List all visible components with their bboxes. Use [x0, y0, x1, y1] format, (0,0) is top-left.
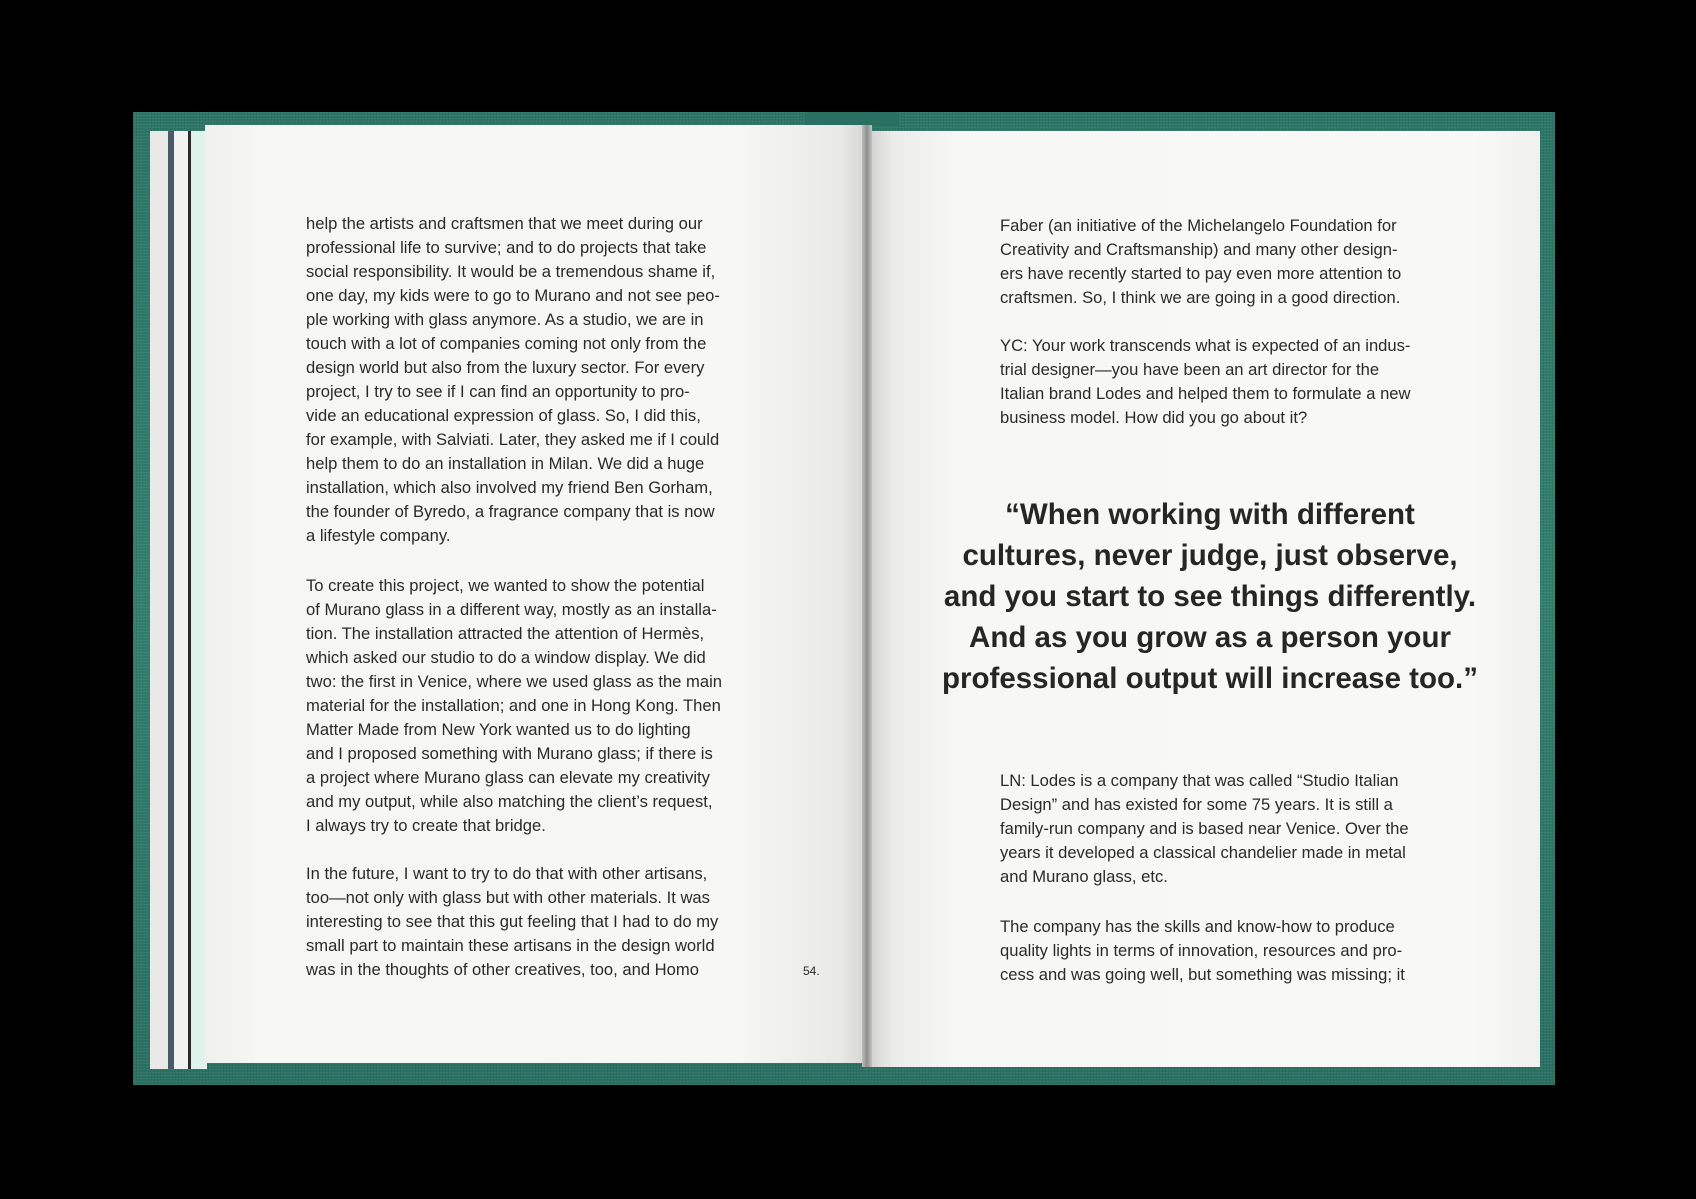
text-line: a project where Murano glass can elevate my creativity — [306, 768, 710, 787]
text-line: ple working with glass anymore. As a studio, we are in — [306, 310, 704, 329]
right-paragraph-3 — [1000, 769, 1458, 889]
text-line: cess and was going well, but something was missing; it — [1000, 965, 1405, 984]
text-line: I always try to create that bridge. — [306, 816, 546, 835]
text-line: professional life to survive; and to do projects that take — [306, 238, 707, 257]
text-line: business model. How did you go about it? — [1000, 408, 1308, 427]
text-line: touch with a lot of companies coming not only from the — [306, 334, 707, 353]
text-line: To create this project, we wanted to show the potential — [306, 576, 705, 595]
text-line: social responsibility. It would be a tremendous shame if, — [306, 262, 716, 281]
quote-line: and you start to see things differently. — [943, 580, 1477, 613]
quote-line: cultures, never judge, just observe, — [962, 539, 1458, 572]
text-line: Faber (an initiative of the Michelangelo Foundation for — [1000, 216, 1397, 235]
text-line: and I proposed something with Murano glass; if there is — [306, 744, 713, 763]
text-line: craftsmen. So, I think we are going in a good direction. — [1000, 288, 1401, 307]
page-edge — [150, 131, 170, 1069]
text-line: project, I try to see if I can find an opportunity to pro- — [306, 382, 690, 401]
text-line: was in the thoughts of other creatives, too, and Homo — [306, 960, 699, 979]
quote-line: “When working with different — [1005, 498, 1415, 531]
text-line: years it developed a classical chandelier made in metal — [1000, 843, 1406, 862]
right-paragraph-1 — [1000, 214, 1458, 310]
text-line: quality lights in terms of innovation, resources and pro- — [1000, 941, 1403, 960]
pull-quote — [920, 494, 1500, 699]
page-number: 54. — [803, 964, 820, 978]
text-line: The company has the skills and know-how to produce — [1000, 917, 1395, 936]
right-paragraph-4 — [1000, 915, 1458, 987]
text-line: YC: Your work transcends what is expected of an indus- — [1000, 336, 1411, 355]
book-gutter — [862, 125, 872, 1067]
text-line: a lifestyle company. — [306, 526, 451, 545]
text-line: small part to maintain these artisans in the design world — [306, 936, 715, 955]
quote-line: And as you grow as a person your — [969, 621, 1451, 654]
text-line: tion. The installation attracted the attention of Hermès, — [306, 624, 705, 643]
left-paragraph-2 — [306, 574, 764, 838]
text-line: for example, with Salviati. Later, they asked me if I could — [306, 430, 720, 449]
text-line: material for the installation; and one in Hong Kong. Then — [306, 696, 721, 715]
quote-line: professional output will increase too.” — [942, 662, 1478, 695]
page-edge — [174, 131, 188, 1069]
text-line: which asked our studio to do a window display. We did — [306, 648, 706, 667]
text-line: Creativity and Craftsmanship) and many other design- — [1000, 240, 1398, 259]
text-line: one day, my kids were to go to Murano and not see peo- — [306, 286, 720, 305]
text-line: and my output, while also matching the client’s request, — [306, 792, 713, 811]
text-line: trial designer—you have been an art director for the — [1000, 360, 1380, 379]
text-line: two: the first in Venice, where we used glass as the main — [306, 672, 722, 691]
text-line: design world but also from the luxury sector. For every — [306, 358, 705, 377]
text-line: In the future, I want to try to do that with other artisans, — [306, 864, 708, 883]
text-line: LN: Lodes is a company that was called “Studio Italian — [1000, 771, 1399, 790]
text-line: help the artists and craftsmen that we meet during our — [306, 214, 703, 233]
text-line: Design” and has existed for some 75 years. It is still a — [1000, 795, 1393, 814]
text-line: Italian brand Lodes and helped them to formulate a new — [1000, 384, 1411, 403]
text-line: of Murano glass in a different way, mostly as an installa- — [306, 600, 717, 619]
book-spine — [806, 112, 898, 126]
text-line: and Murano glass, etc. — [1000, 867, 1168, 886]
text-line: installation, which also involved my friend Ben Gorham, — [306, 478, 713, 497]
text-line: interesting to see that this gut feeling that I had to do my — [306, 912, 719, 931]
right-paragraph-2 — [1000, 334, 1458, 430]
text-line: too—not only with glass but with other materials. It was — [306, 888, 710, 907]
text-line: family-run company and is based near Venice. Over the — [1000, 819, 1409, 838]
left-paragraph-3 — [306, 862, 764, 982]
text-line: vide an educational expression of glass. So, I did this, — [306, 406, 701, 425]
text-line: Matter Made from New York wanted us to do lighting — [306, 720, 691, 739]
text-line: help them to do an installation in Milan. We did a huge — [306, 454, 705, 473]
left-paragraph-1 — [306, 212, 764, 548]
text-line: the founder of Byredo, a fragrance company that is now — [306, 502, 715, 521]
text-line: ers have recently started to pay even more attention to — [1000, 264, 1402, 283]
